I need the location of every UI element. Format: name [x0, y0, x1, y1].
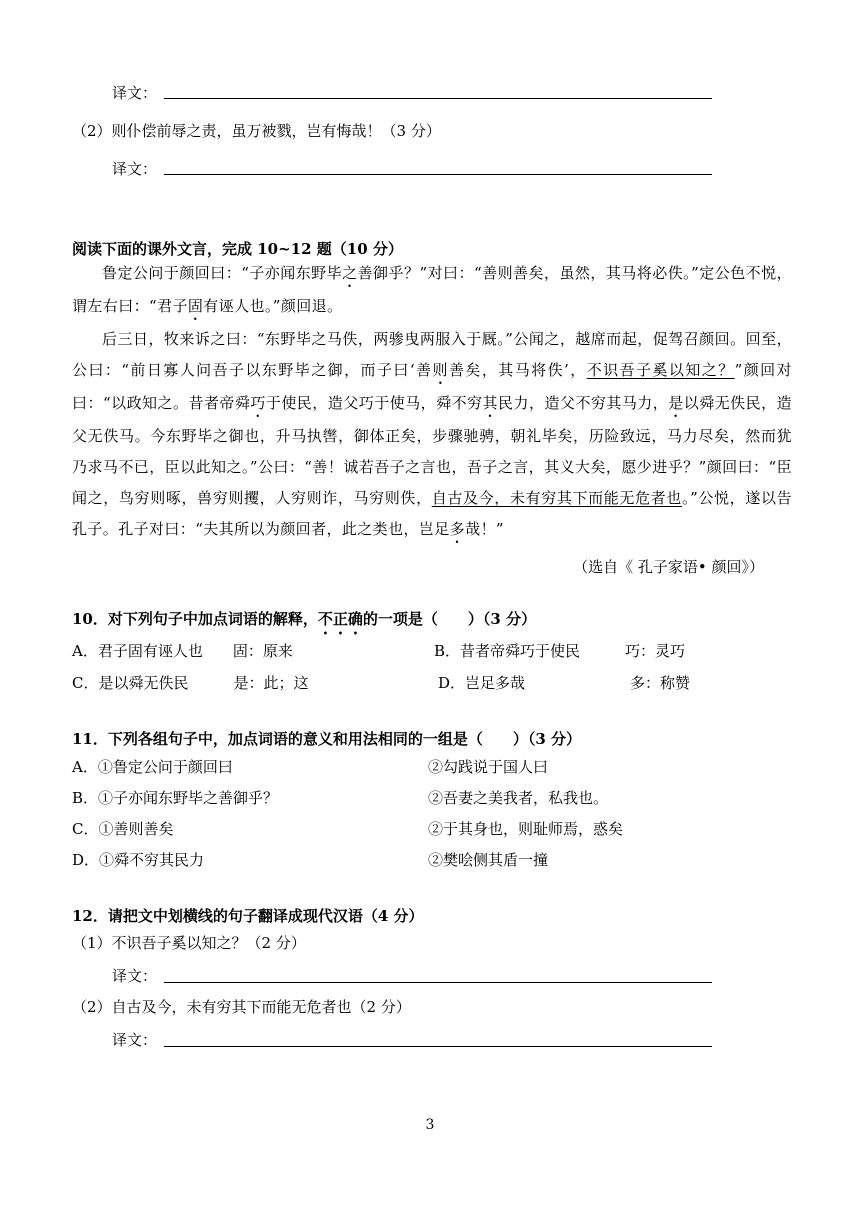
dotted-word: 是 — [668, 394, 684, 412]
question-2-text: （2）则仆偿前辱之责，虽万被戮，岂有悔哉！（3 分） — [72, 122, 441, 140]
q10-option-a[interactable]: A．君子固有诬人也 固：原来 — [72, 642, 293, 660]
page-number: 3 — [425, 1117, 435, 1133]
q11-option-c-2: ②于其身也，则耻师焉，惑矣 — [428, 820, 624, 838]
answer-line[interactable] — [164, 98, 712, 99]
q12-sentence-2: （2）自古及今，未有穷其下而能无危者也（2 分） — [72, 998, 411, 1016]
translation-label: 译文： — [112, 1031, 158, 1049]
q11-option-d-2: ②樊哙侧其盾一撞 — [428, 851, 549, 869]
translation-label: 译文： — [112, 84, 158, 102]
q10-option-b[interactable]: B．昔者帝舜巧于使民 巧：灵巧 — [434, 642, 686, 660]
underlined-sentence-2: 自古及今，未有穷其下而能无危者也 — [431, 489, 682, 507]
q12-sentence-1: （1）不识吾子奚以知之？（2 分） — [72, 934, 306, 952]
question-10-stem: 10．对下列句子中加点词语的解释，不正确的一项是（ ）（3 分） — [72, 610, 537, 628]
dotted-word: 多 — [449, 520, 466, 538]
question-11-stem: 11．下列各组句子中，加点词语的意义和用法相同的一组是（ ）（3 分） — [72, 730, 582, 748]
translation-label: 译文： — [112, 967, 158, 985]
q11-option-a-1[interactable]: A．①鲁定公问于颜回曰 — [72, 758, 233, 776]
dotted-word: 固 — [187, 297, 204, 315]
underlined-sentence-1: 不识吾子奚以知之？ — [586, 361, 735, 379]
question-12-stem: 12．请把文中划横线的句子翻译成现代汉语（4 分） — [72, 907, 424, 925]
dotted-word: 则 — [432, 361, 449, 379]
dotted-word: 巧 — [250, 394, 266, 412]
q10-option-d[interactable]: D．岂足多哉 多：称赞 — [438, 674, 691, 692]
q11-option-c-1[interactable]: C．①善则善矣 — [72, 820, 174, 838]
passage-source: （选自《 孔子家语• 颜回》） — [573, 558, 764, 576]
classical-passage — [72, 258, 792, 547]
dotted-word: 之 — [342, 264, 358, 282]
answer-line[interactable] — [164, 982, 712, 983]
reading-heading: 阅读下面的课外文言，完成 10~12 题（10 分） — [72, 240, 403, 258]
answer-line[interactable] — [164, 1046, 712, 1047]
translation-label: 译文： — [112, 160, 158, 178]
passage-paragraph-2: 后三日，牧来诉之曰：“东野毕之马佚，两骖曳两服入于厩。”公闻之，越席而起，促驾召颜回。回至，公曰：“前日寡人问吾子以东野毕之御，而子曰‘善则善矣，其马将佚’，不识吾子奚以知之？”颜回对曰：“以政知之。昔者帝舜巧于使民，造父巧于使马，舜不穷其民力，造父不穷其马力，是以舜无佚民，造父无佚马。今东野毕之御也，升马执辔，御体正矣，步骤驰骋，朝礼毕矣，历险致远，马力尽矣，然而犹乃求马不已，臣以此知之。”公曰：“善！诚若吾子之言也，吾子之言，其义大矣，愿少进乎？”颜回曰：“臣闻之，鸟穷则啄，兽穷则攫，人穷则诈，马穷则佚，自古及今，未有穷其下而能无危者也。”公悦，遂以告孔子。孔子对曰：“夫其所以为颜回者，此之类也，岂足多哉！” — [72, 330, 793, 538]
passage-paragraph-1: 鲁定公问于颜回曰：“子亦闻东野毕之善御乎？”对曰：“善则善矣，虽然，其马将必佚。”定公色不悦，谓左右曰：“君子固有诬人也。”颜回退。 — [72, 264, 792, 315]
q10-option-c[interactable]: C．是以舜无佚民 是：此；这 — [72, 674, 309, 692]
q11-option-b-2: ②吾妻之美我者，私我也。 — [428, 789, 609, 807]
q11-option-b-1[interactable]: B．①子亦闻东野毕之善御乎？ — [72, 789, 279, 807]
q11-option-d-1[interactable]: D．①舜不穷其民力 — [72, 851, 205, 869]
answer-line[interactable] — [164, 174, 712, 175]
dotted-word: 其 — [482, 394, 499, 412]
q11-option-a-2: ②勾践说于国人曰 — [428, 758, 549, 776]
